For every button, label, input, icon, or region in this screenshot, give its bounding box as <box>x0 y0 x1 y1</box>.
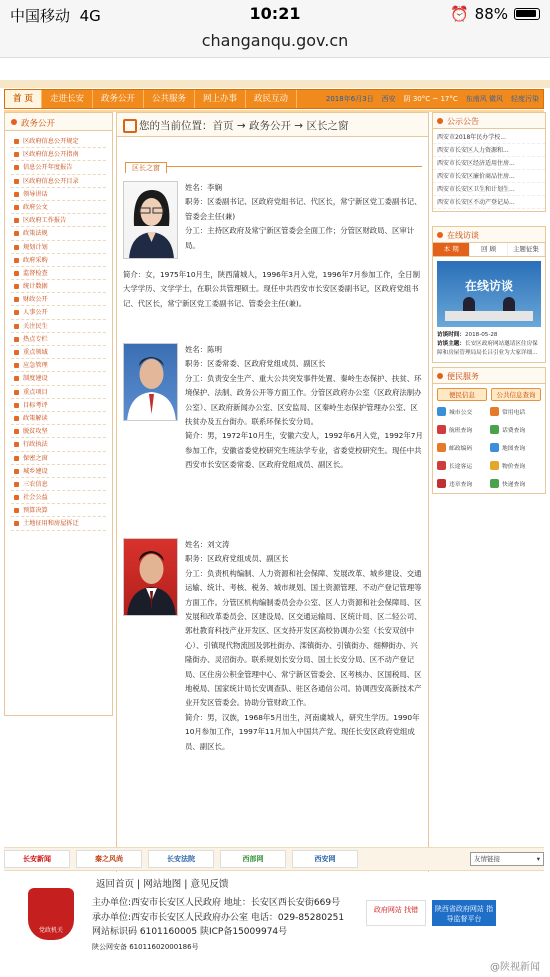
notice-list <box>433 129 545 211</box>
service-box <box>432 367 546 494</box>
sidebar-item[interactable]: 政策解读 <box>11 412 106 425</box>
portrait-photo <box>123 343 178 421</box>
sidebar-item[interactable]: 关注民生 <box>11 320 106 333</box>
sidebar-item[interactable]: 领导讲话 <box>11 188 106 201</box>
battery-percent: 88% <box>474 5 508 23</box>
sidebar-item[interactable]: 政策法规 <box>11 227 106 240</box>
profile-text: 姓名：陈明 职务：区委常委、区政府党组成员、副区长 分工：负责安全生产、重大公共突发事件处置、秦岭生态保护、扶贫、环境保护、法制、政务公开等方面工作。分管区政府办公室（区政府法制办公室）、区政府新闻办公室、区安监局、区秦岭生态保护管理办公室、区扶贫办及五台街办。联系环保长安分局。 简介：男，1972年10月生，安徽六安人，1992年6月入党，1992年7月参加工作，安徽省委党校研究生班法学专业，省委党校研究生。现任中共西安市长安区委常委、区政府党组成员、副区长。 <box>185 345 423 470</box>
service-icon <box>490 443 499 452</box>
link-changan-news[interactable]: 长安新闻 <box>4 850 70 868</box>
right-sidebar <box>432 112 546 498</box>
tab-current[interactable]: 本 期 <box>433 243 470 256</box>
sidebar-item[interactable]: 区政府信息公开规定 <box>11 135 106 148</box>
sidebar-item[interactable]: 政府公文 <box>11 201 106 214</box>
service-icon <box>437 425 446 434</box>
party-gov-emblem-icon[interactable]: 党政机关 <box>28 888 74 940</box>
notice-item[interactable]: 西安市长安区卫生和计划生... <box>433 183 545 196</box>
sidebar-item[interactable]: 区政府信息公开目录 <box>11 175 106 188</box>
sidebar-item[interactable]: 监督检查 <box>11 267 106 280</box>
sidebar-item[interactable]: 目标考评 <box>11 399 106 412</box>
nav-online-service[interactable]: 网上办事 <box>195 90 246 108</box>
nav-about[interactable]: 走进长安 <box>42 90 93 108</box>
sidebar-item[interactable]: 预算决算 <box>11 504 106 517</box>
sidebar-list <box>5 131 112 535</box>
sidebar-item[interactable]: 城乡建设 <box>11 465 106 478</box>
nav-gov-affairs[interactable]: 政务公开 <box>93 90 144 108</box>
sidebar-item[interactable]: 政府采购 <box>11 254 106 267</box>
service-item[interactable]: 城市公交 <box>437 406 488 417</box>
service-title: 便民服务 <box>433 368 545 384</box>
service-icon <box>437 443 446 452</box>
sidebar-item[interactable]: 社会公益 <box>11 491 106 504</box>
sidebar-item[interactable]: 应急管理 <box>11 359 106 372</box>
partner-links <box>4 847 544 871</box>
sidebar-item[interactable]: 保密之窗 <box>11 452 106 465</box>
convenience-info-button[interactable]: 便民信息 <box>437 388 487 401</box>
interview-tabs <box>433 243 545 257</box>
sidebar-item[interactable]: 统计数据 <box>11 280 106 293</box>
date-weather: 2018年6月3日 西安 阴 30°C ~ 17°C 东南风 微风 轻度污染 <box>325 95 539 103</box>
interview-video[interactable]: 在线访谈 <box>437 261 541 327</box>
footer <box>0 872 550 977</box>
notice-box <box>432 112 546 212</box>
interview-box <box>432 226 546 363</box>
service-item[interactable]: 邮政编码 <box>437 442 488 453</box>
interview-title: 在线访谈 <box>433 227 545 243</box>
sidebar-item[interactable]: 人事公开 <box>11 306 106 319</box>
supervision-badge[interactable]: 陕西省政府网站 指导监督平台 <box>432 900 496 926</box>
link-cnwest[interactable]: 西部网 <box>220 850 286 868</box>
sidebar-item[interactable]: 行政执法 <box>11 438 106 451</box>
profile-text: 姓名：李娴 职务：区委副书记、区政府党组书记、代区长，常宁新区党工委副书记、管委会主任(兼) 分工：主持区政府及常宁新区管委会全面工作；分管区财政局、区审计局。 <box>185 183 422 250</box>
service-icon <box>490 425 499 434</box>
sidebar-item[interactable]: 重点领域 <box>11 346 106 359</box>
watermark: @陕视新闻 <box>490 962 540 973</box>
section-tab: 区长之窗 <box>125 155 422 167</box>
sidebar-item[interactable]: 信息公开年度报告 <box>11 161 106 174</box>
sidebar-item[interactable]: 制度建设 <box>11 372 106 385</box>
notice-title: 公示公告 <box>433 113 545 129</box>
sidebar-title: 政务公开 <box>5 113 112 131</box>
nav-public-service[interactable]: 公共服务 <box>144 90 195 108</box>
link-changan-court[interactable]: 长安法院 <box>148 850 214 868</box>
sidebar-item[interactable]: 重点项目 <box>11 386 106 399</box>
service-item[interactable]: 地图查询 <box>490 442 541 453</box>
sidebar-item[interactable]: 脱贫攻坚 <box>11 425 106 438</box>
alarm-icon: ⏰ <box>449 5 469 23</box>
service-icon <box>490 461 499 470</box>
service-item[interactable]: 话费查询 <box>490 424 541 435</box>
link-xian-net[interactable]: 西安网 <box>292 850 358 868</box>
footer-nav[interactable]: 返回首页 | 网站地图 | 意见反馈 <box>96 879 229 890</box>
notice-item[interactable]: 西安市长安区人力资源和... <box>433 144 545 157</box>
portrait-photo <box>123 538 178 616</box>
clock: 10:21 <box>249 4 301 23</box>
sidebar-item[interactable]: 土地征用和房屋拆迁 <box>11 517 106 530</box>
footer-info: 主办单位:西安市长安区人民政府 地址：长安区西长安街669号 承办单位:西安市长安区人民政府办公室 电话：029-85280251 网站标识码 6101160005 陕ICP备15009974号 陕公网安备 61011602000186号 <box>92 898 345 951</box>
tab-topics[interactable]: 主题征集 <box>508 243 545 256</box>
sidebar-item[interactable]: 三农信息 <box>11 478 106 491</box>
service-grid <box>437 406 541 489</box>
public-info-query-button[interactable]: 公共信息查询 <box>491 388 541 401</box>
service-item[interactable]: 违章查询 <box>437 478 488 489</box>
carrier: 中国移动 4G <box>10 7 101 25</box>
profile-text: 姓名：刘文涛 职务：区政府党组成员、副区长 分工：负责机构编制、人力资源和社会保障、发展改革、城乡建设、交通运输、统计、考核、税务、城市规划、国土资源管理、不动产登记管理等方面工作。分管区机构编制委员会办公室、区人力资源和社会保障局、区发展和改革委员会、区建设局、区交通运输局、区统计局、区二轻公司、郭杜教育科技产业开发区、区支持开发区高校协调办公室（长安双创中心）、引镇现代物流园及郭杜街办、滦镇街办、引镇街办、细柳街办、兴隆街办、灵沼街办。联系规划长安分局、国土长安分局、区不动产登记局、区住房公积金管理中心、常宁新区管委会、区考核办、区国税局、区地税局、国家统计局长安调查队、驻区各通信公司。协调西安高新技术产业开发区管委会。协助分管财政工作。 简介：男，汉族，1968年5月出生，河南虞城人，研究生学历。1990年10月参加工作，1997年11月加入中国共产党。现任长安区政府党组成员、副区长。 <box>185 540 422 751</box>
breadcrumb: 您的当前位置：首页 → 政务公开 → 区长之窗 <box>117 113 428 137</box>
friend-links-select[interactable]: 友情链接 ▾ <box>470 852 544 866</box>
service-item[interactable]: 航班查询 <box>437 424 488 435</box>
tab-review[interactable]: 回 顾 <box>470 243 507 256</box>
main-content <box>116 112 429 899</box>
status-bar <box>0 0 550 28</box>
service-item[interactable]: 快递查询 <box>490 478 541 489</box>
profile-li-xian: 姓名：李娴 职务：区委副书记、区政府党组书记、代区长，常宁新区党工委副书记、管委会主任(兼) 分工：主持区政府及常宁新区管委会全面工作；分管区财政局、区审计局。 简介：女，1975年10月生，陕西蒲城人，1996年3月入党，1996年7月参加工作，全日制大学学历、文学学士，在职公共管理硕士。现任中共西安市长安区委副书记，区政府党组书记、代区长，常宁新区党工委副书记、管委会主任(兼)。 <box>123 183 422 308</box>
address-bar[interactable]: changanqu.gov.cn <box>0 28 550 58</box>
battery-icon <box>514 8 540 20</box>
website <box>0 60 550 977</box>
link-qin-style[interactable]: 秦之风尚 <box>76 850 142 868</box>
portrait-photo <box>123 181 178 259</box>
service-icon <box>490 407 499 416</box>
sidebar-item[interactable]: 财政公开 <box>11 293 106 306</box>
error-report-badge[interactable]: 政府网站 找错 <box>366 900 426 926</box>
notice-item[interactable]: 西安市长安区廉价商品住房... <box>433 170 545 183</box>
left-sidebar <box>4 112 113 716</box>
notice-item[interactable]: 西安市长安区不动产登记局... <box>433 196 545 209</box>
sidebar-item[interactable]: 规划计划 <box>11 241 106 254</box>
nav-interaction[interactable]: 政民互动 <box>246 90 297 108</box>
sidebar-item[interactable]: 区政府工作报告 <box>11 214 106 227</box>
service-item[interactable]: 常用电话 <box>490 406 541 417</box>
interview-info: 访谈时间：2018-05-28 访谈主题：长安区政府网站邀请区住房保障和房屋管理局局长吕引业为大家详细... <box>437 332 538 356</box>
notice-item[interactable]: 西安市长安区经济适用住房... <box>433 157 545 170</box>
notice-item[interactable]: 西安市2018年民办学校... <box>433 131 545 144</box>
nav-home[interactable]: 首 页 <box>5 90 42 108</box>
service-icon <box>437 461 446 470</box>
main-nav <box>4 89 544 109</box>
service-icon <box>437 479 446 488</box>
profile-liu-wentao <box>123 538 423 878</box>
service-icon <box>490 479 499 488</box>
service-icon <box>437 407 446 416</box>
service-item[interactable]: 长途客运 <box>437 460 488 471</box>
profile-chen-ming <box>123 343 423 518</box>
service-item[interactable]: 物价查询 <box>490 460 541 471</box>
sidebar-item[interactable]: 热点专栏 <box>11 333 106 346</box>
battery-area <box>450 5 540 23</box>
sidebar-item[interactable]: 区政府信息公开指南 <box>11 148 106 161</box>
